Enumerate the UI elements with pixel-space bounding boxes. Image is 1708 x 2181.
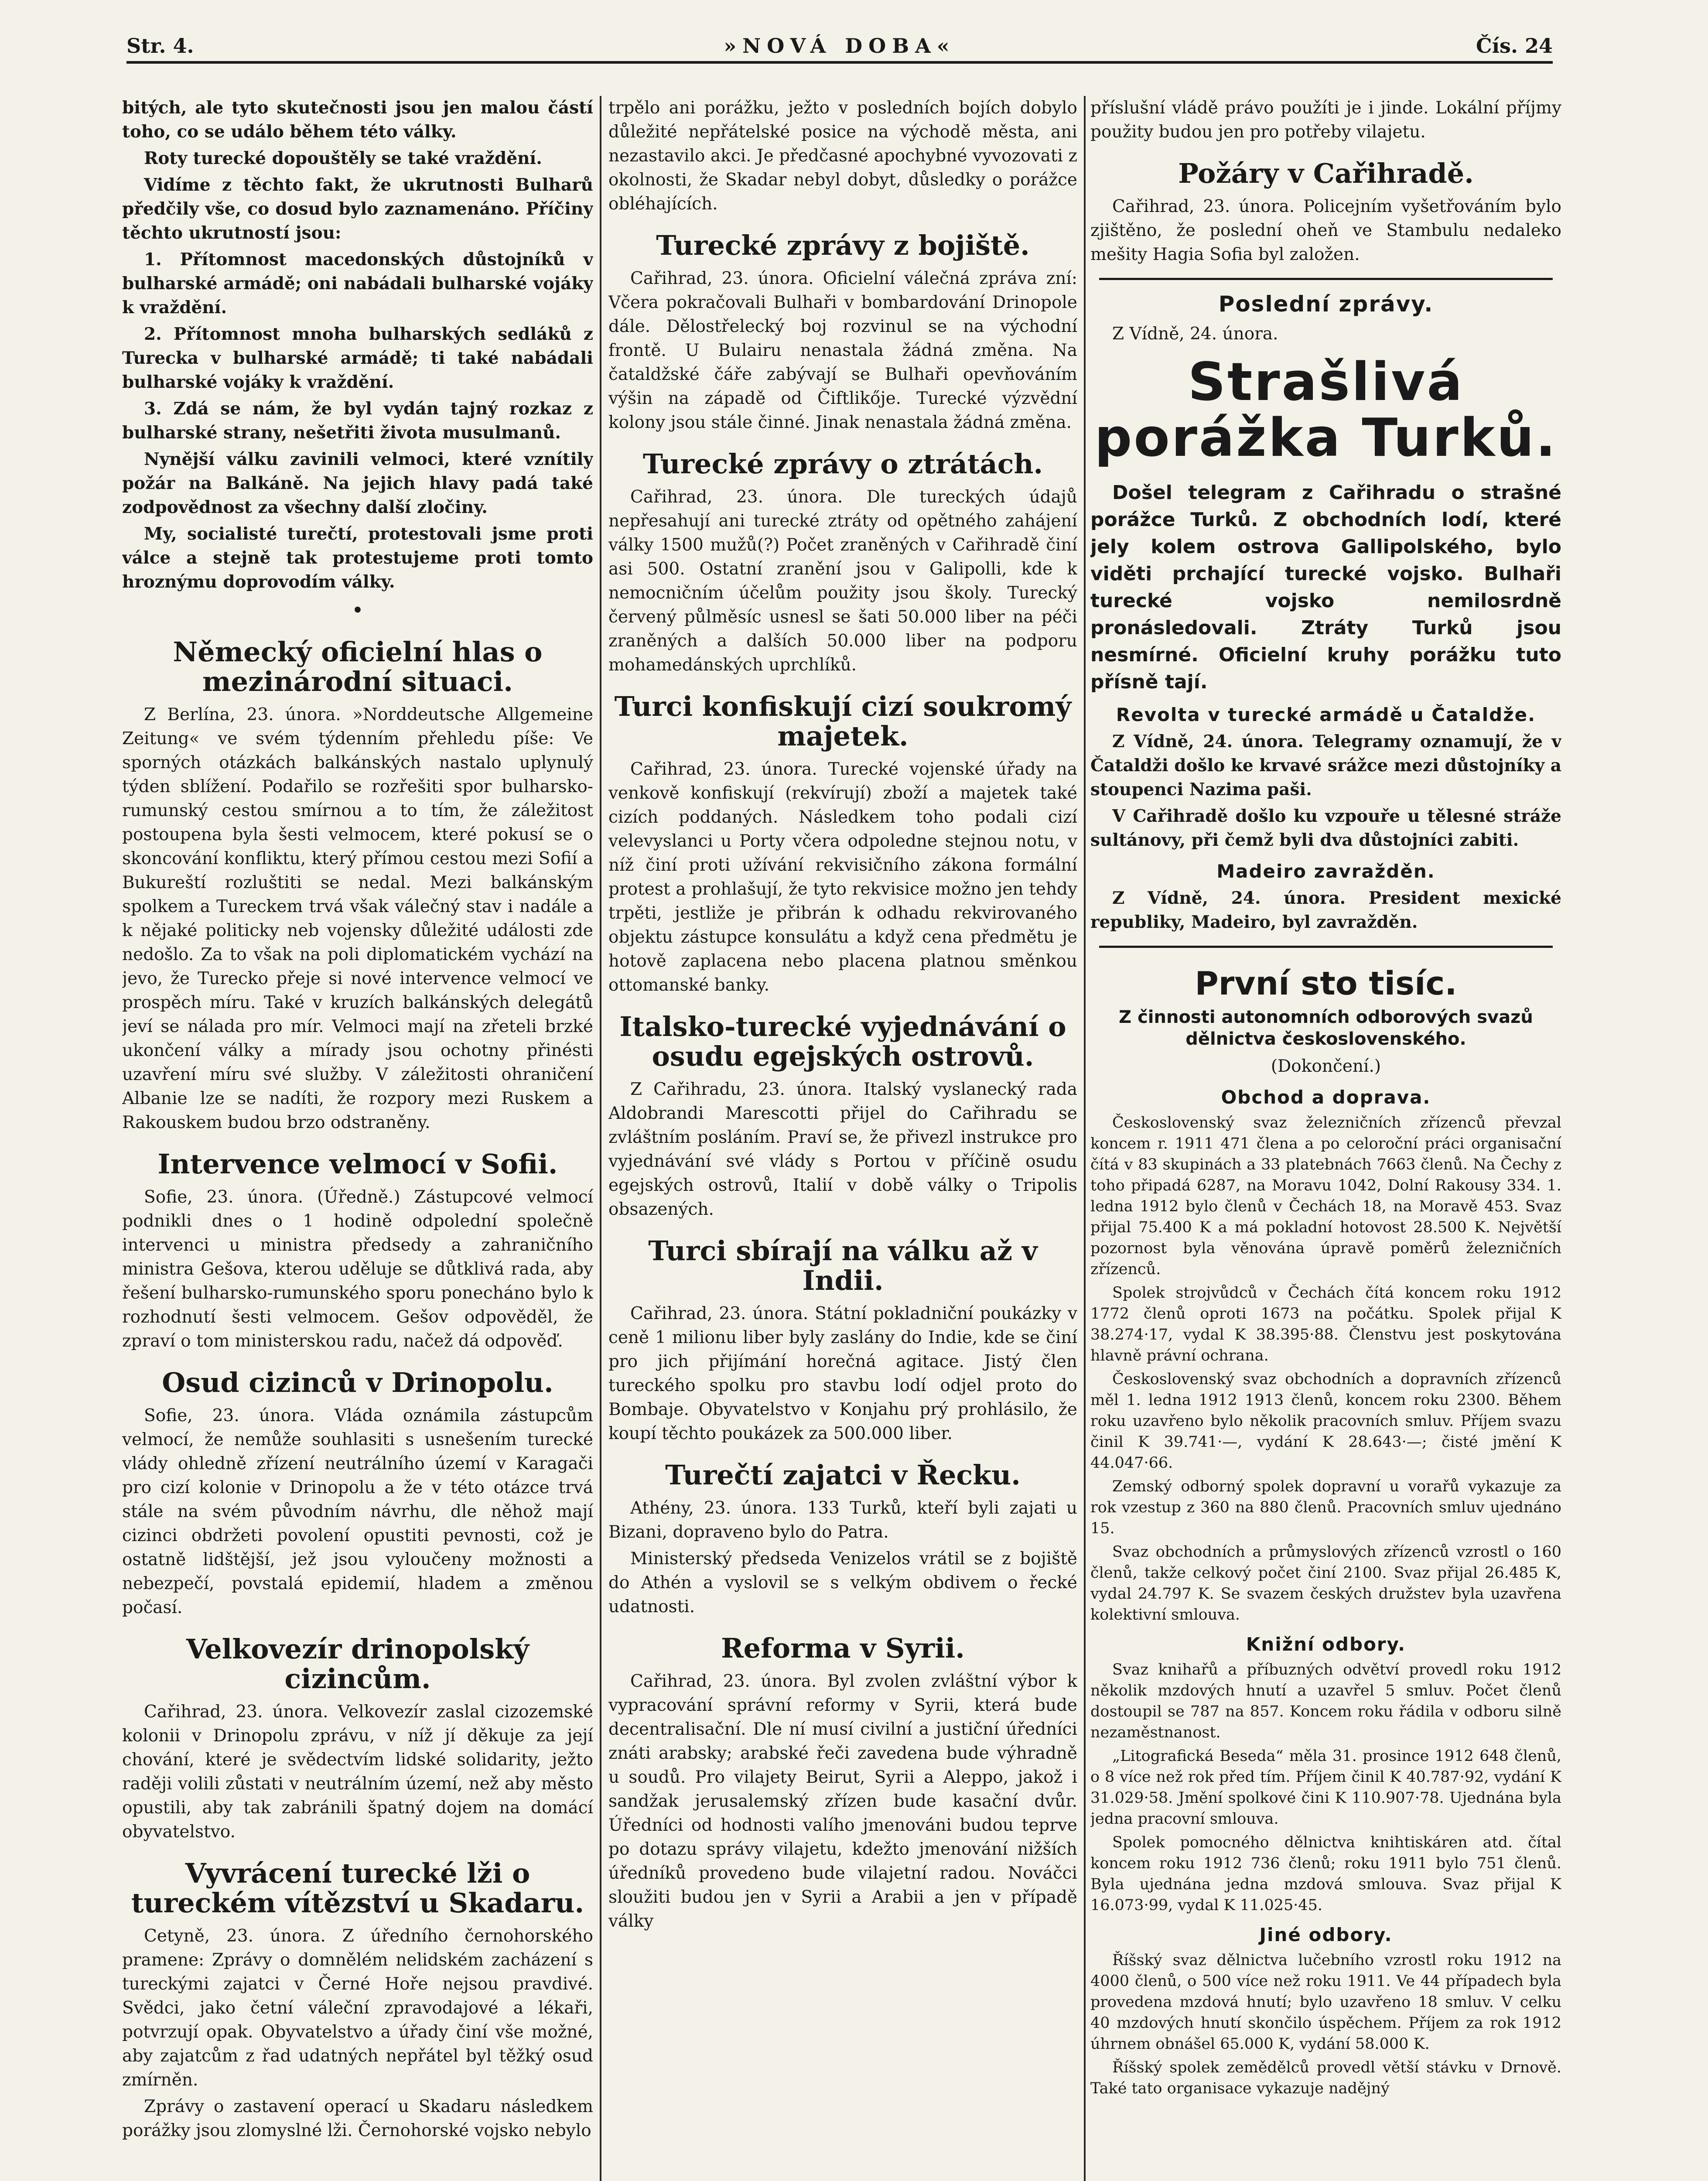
headline-nemecky: Německý oficielní hlas o mezinárodní situaci.: [173, 636, 543, 697]
article-text: Svaz knihařů a příbuzných odvětví provedl roku 1912 několik mzdových hnutí a uzavřel 5 smluv. Počet členů dostoupil se 787 na 857. Koncem roku řádila v odboru silně nezaměstnanost.: [1090, 1661, 1561, 1741]
newspaper-title: »NOVÁ DOBA«: [724, 34, 956, 58]
article-text: Spolek pomocného dělnictva knihtiskáren atd. čítal koncem roku 1912 736 členů; roku 1911 bylo 751 členů. Byla ujednána jedna mzdová smlouva. Svaz přijal K 16.073·99, vydal K 11.025·45.: [1090, 1834, 1561, 1914]
article-text: Athény, 23. února. 133 Turků, kteří byli zajati u Bizani, dopraveno bylo do Patra.: [608, 1498, 1077, 1542]
section-divider: [1099, 278, 1553, 280]
headline-posledni-zpravy: Poslední zprávy.: [1218, 291, 1434, 317]
column-2: [608, 96, 1077, 2181]
headline-madeiro: Madeiro zavražděn.: [1216, 861, 1435, 882]
article-text: My, socialisté turečtí, protestovali jsme proti válce a stejně tak protestujeme proti tomto hroznýmu doprovodím války.: [122, 524, 593, 592]
article-text: 3. Zdá se nám, že byl vydán tajný rozkaz z bulharské strany, nešetřiti života musulmanů.: [122, 399, 593, 443]
headline-osud-cizincu: Osud cizinců v Drinopolu.: [162, 1367, 553, 1398]
article-text: bitých, ale tyto skutečnosti jsou jen malou částí toho, co se událo během této války.: [122, 98, 593, 142]
headline-prvni-sto-tisic: První sto tisíc.: [1195, 965, 1457, 1002]
section-obchod-doprava: Obchod a doprava.: [1221, 1087, 1431, 1108]
article-text: Říšský svaz dělnictva lučebního vzrostl roku 1912 na 4000 členů, o 500 více než roku 1911. Ve 44 případech byla provedena mzdová hnutí; bylo uzavřeno 18 smluv. V celku 40 mzdových hnutí skončilo úspěchem. Příjem za rok 1912 úhrnem obnášel 65.000 K, vydání 58.000 K.: [1090, 1952, 1561, 2053]
headline-konfiskuji: Turci konfiskují cizí soukromý majetek.: [614, 691, 1072, 752]
subheadline: Z činnosti autonomních odborových svazů dělnictva československého.: [1119, 1007, 1533, 1049]
column-rule-1: [600, 96, 601, 2181]
article-text: Nynější válku zavinili velmoci, které vznítily požár na Balkáně. Na jejich hlavy padá také zodpovědnost za všechny další zločiny.: [122, 449, 593, 517]
dateline: Z Vídně, 24. února.: [1112, 324, 1278, 344]
article-text: Došel telegram z Cařihradu o strašné porážce Turků. Z obchodních lodí, které jely kolem ostrova Gallipolského, bylo viděti prchající turecké vojsko. Bulhaři turecké vojsko nemilosrdně pronásledovali. Ztráty Turků jsou nesmírné. Oficielní kruhy porážku tuto přísně tají.: [1090, 482, 1561, 693]
article-text: Spolek strojvůdců v Čechách čítá koncem roku 1912 1772 členů oproti 1673 na počátku. Spolek přijal K 38.274·17, vydal K 38.395·88. Členstvu jest poskytována hlavně právní ochrana.: [1090, 1284, 1561, 1364]
column-3: [1090, 96, 1561, 2181]
article-text: Z Berlína, 23. února. »Norddeutsche Allgemeine Zeitung« ve svém týdenním přehledu píše: Ve sporných otázkách balkánských nastalo uplynulý týden sblížení. Podařilo se rozřešiti spor bulharsko-rumunský cestou smírnou a to tím, že záležitost postoupena byla šesti velmocem, které pokusí se o skoncování konfliktu, který přímou cestou mezi Sofií a Bukureští rozluštiti se nedal. Mezi balkánským spolkem a Tureckem trvá však válečný stav i nadále a k nějaké politicky neb vojensky důležité události zde nedošlo. Za to však na poli diplomatickém vychází na jevo, že Turecko přeje si nové intervence velmocí ve prospěch míru. Také v kruzích balkánských delegátů jeví se nálada pro mír. Velmoci mají na zřeteli brzké ukončení války a mírady jsou ochotny přinésti uzavření míru své služby. V záležitosti ohraničení Albanie lze se nadíti, že rozpory mezi Ruskem a Rakouskem budou brzo odstraněny.: [122, 705, 593, 1132]
article-text: Roty turecké dopouštěly se také vraždění.: [144, 148, 542, 168]
headline-zajatci: Turečtí zajatci v Řecku.: [665, 1459, 1021, 1491]
article-text: trpělo ani porážku, ježto v posledních bojích dobylo důležité nepřátelské posice na východě města, ani nezastavilo akci. Je předčasné apochybné vyvozovati z okolnosti, že Skadar nebyl dobyt, důsledky o porážce obléhajících.: [608, 98, 1077, 214]
article-text: 1. Přítomnost macedonských důstojníků v bulharské armádě; oni nabádali bulharské vojáky k vraždění.: [122, 250, 593, 318]
article-text: Zemský odborný spolek dopravní u vorařů vykazuje za rok vzestup z 360 na 880 členů. Pracovních smluv ujednáno 15.: [1090, 1478, 1561, 1537]
article-text: Svaz obchodních a průmyslových zřízenců vzrostl o 160 členů, takže celkový počet činí 2100. Svaz přijal 26.485 K, vydal 24.797 K. Se svazem českých družstev byla uzavřena kolektivní smlouva.: [1090, 1543, 1561, 1624]
article-text: Říšský spolek zemědělců provedl větší stávku v Drnově. Také tato organisace vykazuje nadějný: [1090, 2059, 1561, 2097]
article-text: Československý svaz obchodních a dopravních zřízenců měl 1. ledna 1912 1913 členů, koncem roku 2300. Během roku uzavřeno bylo několik pracovních smluv. Příjem svazu činil K 39.741·—, vydání K 28.643·—; čisté jmění K 44.047·66.: [1090, 1371, 1561, 1472]
page-number: Str. 4.: [126, 34, 194, 58]
article-text: Cařihrad, 23. února. Byl zvolen zvláštní výbor k vypracování správní reformy v Syrii, která bude decentralisační. Dle ní musí civilní a justiční úředníci znáti arabsky; arabské řeči zavedena bude výhradně u soudů. Pro vilajety Beirut, Syrii a Aleppo, jakož i sandžak jerusalemský zřízen bude kasační dvůr. Úředníci od hodnosti valího jmenováni budou teprve po dotazu správy vilajetu, kdežto jmenování nižších úředníků provedeno bude vilajetní radou. Nováčci sloužiti budou jen v Syrii a Arabii a jen v případě války: [608, 1672, 1077, 1931]
article-text: příslušní vládě právo použíti je i jinde. Lokální příjmy použity budou jen pro potřeby vilajetu.: [1090, 98, 1561, 142]
article-text: Zprávy o zastavení operací u Skadaru následkem porážky jsou zlomyslné lži. Černohorské vojsko nebylo: [122, 2097, 593, 2140]
headline-vyvraceni: Vyvrácení turecké lži o tureckém vítězství u Skadaru.: [131, 1857, 584, 1919]
article-text: „Litografická Beseda“ měla 31. prosince 1912 648 členů, o 8 více než rok před tím. Příjem činil K 40.787·92, vydání K 31.029·58. Jmění spolkové čini K 110.907·78. Ujednána byla jedna pracovní smlouva.: [1090, 1747, 1561, 1828]
continuation-note: (Dokončení.): [1271, 1056, 1381, 1076]
column-rule-2: [1084, 96, 1086, 2181]
article-text: Sofie, 23. února. Vláda oznámila zástupcům velmocí, že nemůže souhlasiti s usnešením turecké vlády ohledně zřízení neutrálního území v Karagači pro cizí kolonie v Drinopolu a že v této otázce trvá stále na svém původním návrhu, dle něhož mají cizinci obdržeti povolení opustiti pevnosti, což je ostatně lidštější, jež jsou vyloučeny možnosti a nebezpečí, povstalá epidemií, hladem a změnou počasí.: [122, 1406, 593, 1617]
headline-indie: Turci sbírají na válku až v Indii.: [648, 1235, 1038, 1296]
article-text: Cařihrad, 23. února. Turecké vojenské úřady na venkově konfiskují (rekvírují) zboží a majetek také cizích poddaných. Následkem toho podali cizí velevyslanci u Porty včera odpoledne stejnou notu, v níž činí proti užívání rekvisičního zákona formální protest a prohlašují, že tyto rekvisice možno jen tehdy trpěti, jestliže je přibrán k odhadu rekvirovaného objektu zástupce konsulátu a když cena předmětu je hotově zaplacena nebo placena platnou směnkou ottomanské banky.: [608, 759, 1077, 995]
headline-velkovezir: Velkovezír drinopolský cizincům.: [186, 1633, 529, 1695]
section-knizni-odbory: Knižní odbory.: [1246, 1634, 1406, 1655]
section-jine-odbory: Jiné odbory.: [1259, 1924, 1393, 1945]
article-text: Československý svaz železničních zřízenců převzal koncem r. 1911 471 člena a po celoroční práci organisační čítá v 83 skupinách a 33 platebnách 7663 členů. Na Čechy z toho připadá 6287, na Moravu 1042, Dolní Rakousy 334. 1. ledna 1912 bylo členů v Čechách 18, na Moravě 453. Svaz přijal 75.400 K a má pokladní hotovost 28.500 K. Největší pozornost byla věnována úpravě poměrů železničních zřízenců.: [1090, 1114, 1561, 1278]
headline-straslivá-porazka: Strašlivá porážka Turků.: [1094, 352, 1558, 468]
article-text: 2. Přítomnost mnoha bulharských sedláků z Turecka v bulharské armádě; ti také nabádali bulharské vojáky k vraždění.: [122, 324, 593, 392]
article-text: Cetyně, 23. února. Z úředního černohorského pramene: Zprávy o domnělém nelidském zacházení s tureckými zajatci v Černé Hoře nejsou pravdivé. Svědci, jako četní váleční zpravodajové a lékaři, potvrzují opak. Obyvatelstvo a úřady činí vše možné, aby zajatcům z řad udatných nepřátel byl těžký osud zmírněn.: [122, 1926, 593, 2090]
headline-intervence: Intervence velmocí v Sofii.: [157, 1148, 558, 1180]
section-divider: [1099, 946, 1553, 948]
issue-number: Čís. 24: [1476, 34, 1553, 58]
headline-italsko-turecke: Italsko-turecké vyjednávání o osudu egejských ostrovů.: [619, 1011, 1066, 1072]
article-text: Cařihrad, 23. února. Velkovezír zaslal cizozemské kolonii v Drinopolu zprávu, v níž jí děkuje za její chování, které je svědectvím lidské solidarity, ježto raději volili zůstati v neutrálním území, než aby město opustili, aby tak zabránili špatný dojem na domácí obyvatelstvo.: [122, 1702, 593, 1842]
article-text: Sofie, 23. února. (Úředně.) Zástupcové velmocí podnikli dnes o 1 hodině odpolední společně intervenci u ministra předsedy a zahraničního ministra Gešova, kterou uděluje se důtklivá rada, aby řešení bulharsko-rumunského sporu ponecháno bylo k rozhodnutí šesti velmocem. Gešov odpověděl, že zpraví o tom ministerskou radu, načež dá odpověď.: [122, 1187, 593, 1351]
article-text: Z Cařihradu, 23. února. Italský vyslanecký rada Aldobrandi Marescotti přijel do Cařihradu se zvláštním posláním. Praví se, že přivezl instrukce pro vyjednávání své vlády s Portou v příčině osudu egejských ostrovů, Italií v době války o Tripolis obsazených.: [608, 1080, 1077, 1219]
article-text: Cařihrad, 23. února. Oficielní válečná zpráva zní: Včera pokračovali Bulhaři v bombardování Drinopole dále. Dělostřelecký boj rozvinul se na východní frontě. U Bulairu nenastala žádná změna. Na čataldžské čáře zabývají se Bulhaři opevňováním výšin na západě od Čiftlikője. Turecké výzvědní kolony jsou stále činné. Jinak nenastala žádná změna.: [608, 269, 1077, 432]
headline-revolta: Revolta v turecké armádě u Čataldže.: [1116, 704, 1536, 725]
article-text: Cařihrad, 23. února. Státní pokladniční poukázky v ceně 1 milionu liber byly zaslány do Indie, kde se činí pro jich přijímání horečná agitace. Jistý člen tureckého spolku pro stavbu lodí odjel proto do Bombaje. Obyvatelstvo v Konjahu prý prohlásilo, že koupí těchto poukázek za 500.000 liber.: [608, 1304, 1077, 1443]
headline-turecke-zpravy: Turecké zprávy z bojiště.: [656, 229, 1030, 261]
separator-mark: •: [352, 600, 363, 620]
headline-syrie: Reforma v Syrii.: [721, 1632, 965, 1664]
article-text: Cařihrad, 23. února. Policejním vyšetřováním bylo zjištěno, že poslední oheň ve Stambulu nedaleko mešity Hagia Sofia byl založen.: [1090, 197, 1561, 264]
article-text: Ministerský předseda Venizelos vrátil se z bojiště do Athén a vyslovil se s velkým obdivem o řecké udatnosti.: [608, 1549, 1077, 1617]
article-text: Vidíme z těchto fakt, že ukrutnosti Bulharů předčily vše, co dosud bylo zaznamenáno. Příčiny těchto ukrutností jsou:: [122, 175, 593, 243]
article-text: Z Vídně, 24. února. Telegramy oznamují, že v Čataldži došlo ke krvavé srážce mezi důstojníky a stoupenci Nazima paši.: [1090, 732, 1561, 800]
headline-ztraty: Turecké zprávy o ztrátách.: [642, 448, 1043, 480]
column-1: [122, 96, 593, 2181]
article-text: V Cařihradě došlo ku vzpouře u tělesné stráže sultánovy, při čemž byli dva důstojníci zabiti.: [1090, 806, 1561, 850]
running-header: [126, 31, 1553, 64]
article-text: Z Vídně, 24. února. President mexické republiky, Madeiro, byl zavražděn.: [1090, 888, 1561, 932]
headline-pozary: Požáry v Cařihradě.: [1178, 157, 1474, 189]
article-text: Cařihrad, 23. února. Dle tureckých údajů nepřesahují ani turecké ztráty od opětného zahájení války 1500 mužů(?) Počet zraněných v Cařihradě činí asi 500. Ostatní zranění jsou v Galipolli, kde k nemocničním účelům použity jsou školy. Turecký červený půlměsíc usnesl se šati 50.000 liber na péči zraněných a dalších 50.000 liber na podporu mohamedánských uprchlíků.: [608, 487, 1077, 675]
